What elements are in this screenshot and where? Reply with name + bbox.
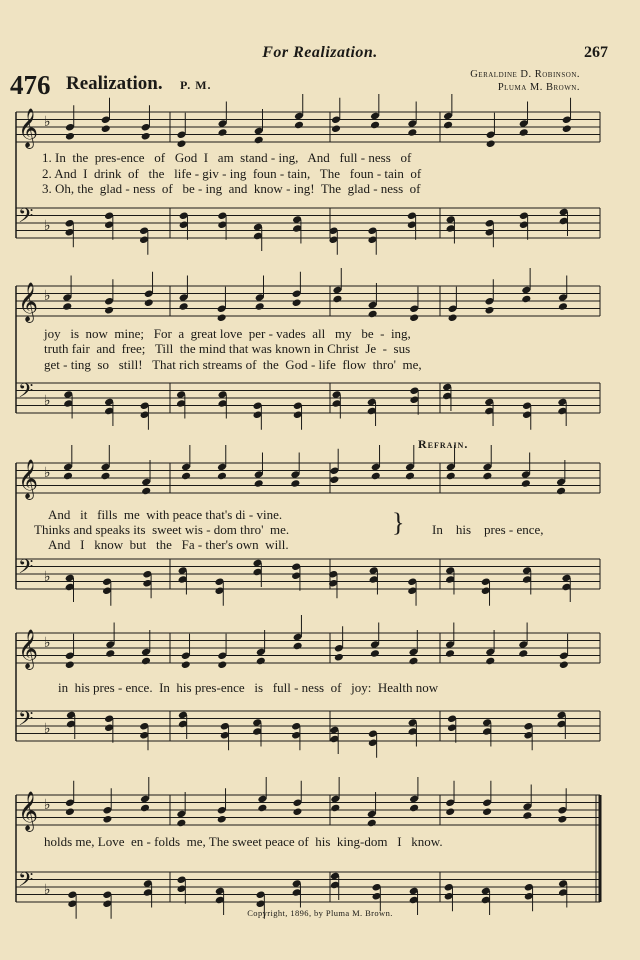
hymn-number: 476 <box>10 70 51 100</box>
svg-text:♭: ♭ <box>44 288 51 304</box>
lyric-line-s2-v3: get - ting so still! That rich streams of the God - life flow thro' me, <box>44 357 422 372</box>
svg-text:𝄢: 𝄢 <box>18 379 34 407</box>
svg-text:♭: ♭ <box>44 465 51 481</box>
svg-text:♭: ♭ <box>44 721 51 737</box>
lyric-line-s1-v2: 2. And I drink of the life - giv - ing foun - tain, The foun - tain of <box>42 166 422 181</box>
svg-text:♭: ♭ <box>44 218 51 234</box>
svg-text:𝄞: 𝄞 <box>18 459 39 499</box>
svg-text:♭: ♭ <box>44 882 51 898</box>
lyric-line-s5: holds me, Love en - folds me, The sweet peace of his king-dom I know. <box>44 834 443 849</box>
hymn-title: Realization. <box>66 73 163 94</box>
svg-text:𝄢: 𝄢 <box>18 868 34 896</box>
verse-brace: } <box>392 508 405 537</box>
lyric-line-s3-v2: Thinks and speaks its sweet wis - dom thro' me. <box>34 522 290 537</box>
svg-text:𝄢: 𝄢 <box>18 204 34 232</box>
svg-text:𝄞: 𝄞 <box>18 282 39 322</box>
lyric-line-s1-v1: 1. In the pres-ence of God I am stand - ing, And full - ness of <box>42 150 412 165</box>
composer-credit: Pluma M. Brown. <box>497 82 580 93</box>
lyric-line-s4: in his pres - ence. In his pres-ence is full - ness of joy: Health now <box>58 680 439 695</box>
svg-text:𝄢: 𝄢 <box>18 555 34 583</box>
lyric-line-s1-v3: 3. Oh, the glad - ness of be - ing and know - ing! The glad - ness of <box>42 181 421 196</box>
hymn-meter: P. M. <box>180 78 212 92</box>
svg-text:𝄢: 𝄢 <box>18 707 34 735</box>
refrain-start-lyric: In his pres - ence, <box>432 522 544 537</box>
refrain-label: Refrain. <box>418 437 469 451</box>
page-number: 267 <box>584 44 608 61</box>
lyric-line-s2-v2: truth fair and free; Till the mind that was known in Christ Je - sus <box>44 341 411 356</box>
svg-text:♭: ♭ <box>44 797 51 813</box>
lyric-line-s3-v3: And I know but the Fa - ther's own will. <box>48 537 289 552</box>
svg-text:𝄞: 𝄞 <box>18 629 39 669</box>
svg-text:♭: ♭ <box>44 569 51 585</box>
copyright-notice: Copyright, 1896, by Pluma M. Brown. <box>247 908 393 918</box>
svg-text:𝄞: 𝄞 <box>18 791 39 831</box>
lyric-line-s2-v1: joy is now mine; For a great love per - vades all my be - ing, <box>44 326 411 341</box>
svg-text:♭: ♭ <box>44 635 51 651</box>
lyric-line-s3-v1: And it fills me with peace that's di - vine. <box>48 507 283 522</box>
svg-text:♭: ♭ <box>44 114 51 130</box>
page-header-title: For Realization. <box>262 44 378 61</box>
svg-text:♭: ♭ <box>44 393 51 409</box>
svg-text:𝄞: 𝄞 <box>18 108 39 148</box>
author-credit: Geraldine D. Robinson. <box>470 69 580 80</box>
